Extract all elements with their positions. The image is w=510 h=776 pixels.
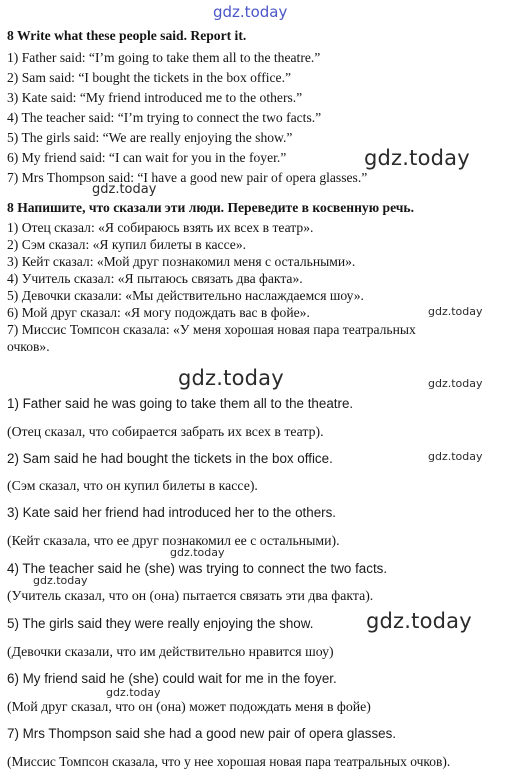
answer-line: 5) The girls said they were really enjoying the show. bbox=[7, 616, 314, 631]
exercise-heading-ru: 8 Напишите, что сказали эти люди. Переведите в косвенную речь. bbox=[7, 200, 415, 215]
exercise-item-ru: 2) Сэм сказал: «Я купил билеты в кассе». bbox=[7, 237, 247, 252]
answer-line: 3) Kate said her friend had introduced her to the others. bbox=[7, 505, 337, 520]
exercise-item-ru: 3) Кейт сказал: «Мой друг познакомил меня с остальными». bbox=[7, 254, 356, 269]
answer-translation: (Девочки сказали, что им действительно нравится шоу) bbox=[7, 644, 334, 659]
watermark: gdz.today bbox=[170, 546, 225, 559]
watermark: gdz.today bbox=[33, 574, 88, 587]
watermark: gdz.today bbox=[428, 305, 483, 318]
answer-translation: (Сэм сказал, что он купил билеты в кассе). bbox=[7, 478, 258, 493]
watermark: gdz.today bbox=[106, 686, 161, 699]
answer-translation: (Кейт сказала, что ее друг познакомил ее с остальными). bbox=[7, 533, 340, 548]
exercise-item-en: 4) The teacher said: “I’m trying to connect the two facts.” bbox=[7, 110, 322, 125]
exercise-heading-en: 8 Write what these people said. Report it. bbox=[7, 28, 247, 43]
exercise-item-ru: 6) Мой друг сказал: «Я могу подождать вас в фойе». bbox=[7, 305, 310, 320]
answer-line: 1) Father said he was going to take them all to the theatre. bbox=[7, 396, 354, 411]
exercise-item-en: 2) Sam said: “I bought the tickets in the box office.” bbox=[7, 70, 292, 85]
exercise-item-en: 3) Kate said: “My friend introduced me to the others.” bbox=[7, 90, 303, 105]
answer-translation: (Учитель сказал, что он (она) пытается связать эти два факта). bbox=[7, 588, 374, 603]
answer-line: 2) Sam said he had bought the tickets in the box office. bbox=[7, 451, 333, 466]
answer-line: 7) Mrs Thompson said she had a good new pair of opera glasses. bbox=[7, 726, 397, 741]
watermark: gdz.today bbox=[92, 182, 157, 197]
answer-translation: (Отец сказал, что собирается забрать их всех в театр). bbox=[7, 424, 324, 439]
exercise-item-ru: 4) Учитель сказал: «Я пытаюсь связать два факта». bbox=[7, 271, 303, 286]
watermark: gdz.today bbox=[366, 609, 472, 633]
watermark: gdz.today bbox=[428, 377, 483, 390]
answer-translation: (Мой друг сказал, что он (она) может подождать меня в фойе) bbox=[7, 699, 371, 714]
exercise-item-ru: очков». bbox=[7, 339, 50, 354]
watermark: gdz.today bbox=[428, 450, 483, 463]
watermark: gdz.today bbox=[364, 146, 470, 170]
answer-line: 4) The teacher said he (she) was trying to connect the two facts. bbox=[7, 561, 388, 576]
exercise-item-ru: 1) Отец сказал: «Я собираюсь взять их всех в театр». bbox=[7, 220, 314, 235]
exercise-item-ru: 5) Девочки сказали: «Мы действительно наслаждаемся шоу». bbox=[7, 288, 364, 303]
answer-line: 6) My friend said he (she) could wait for me in the foyer. bbox=[7, 671, 337, 686]
watermark: gdz.today bbox=[178, 366, 284, 390]
exercise-item-en: 5) The girls said: “We are really enjoying the show.” bbox=[7, 130, 293, 145]
watermark-top: gdz.today bbox=[213, 3, 288, 21]
exercise-item-en: 6) My friend said: “I can wait for you in the foyer.” bbox=[7, 150, 287, 165]
exercise-item-en: 1) Father said: “I’m going to take them all to the theatre.” bbox=[7, 50, 321, 65]
exercise-item-en: 7) Mrs Thompson said: “I have a good new pair of opera glasses.” bbox=[7, 170, 368, 185]
exercise-item-ru: 7) Миссис Томпсон сказала: «У меня хорошая новая пара театральных bbox=[7, 322, 416, 337]
answer-translation: (Миссис Томпсон сказала, что у нее хорошая новая пара театральных очков). bbox=[7, 754, 451, 769]
